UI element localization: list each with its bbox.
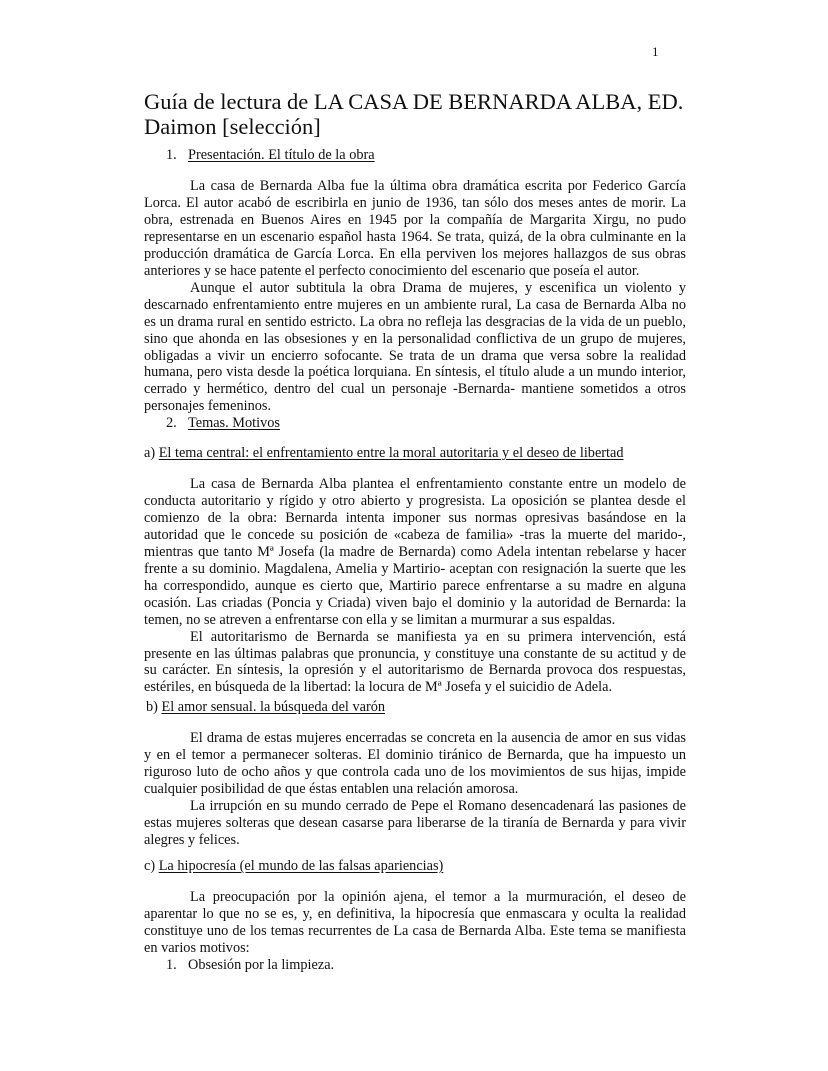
document-title: Guía de lectura de LA CASA DE BERNARDA ALBA, ED. Daimon [selección]	[144, 89, 684, 139]
list-text: Obsesión por la limpieza.	[188, 956, 335, 973]
subsection-title: El tema central: el enfrentamiento entre la moral autoritaria y el deseo de libertad	[158, 445, 624, 461]
paragraph: La preocupación por la opinión ajena, el temor a la murmuración, el deseo de aparentar lo que no se es, y, en definitiva, la hipocresía que enmascara y oculta la realidad constituye uno de los temas recurrentes de La casa de Bernarda Alba. Este tema se manifiesta en varios motivos:	[144, 889, 686, 956]
subsection-heading-b	[146, 699, 688, 716]
paragraph: Aunque el autor subtitula la obra Drama de mujeres, y escenifica un violento y descarnado enfrentamiento entre mujeres en un ambiente rural, La casa de Bernarda Alba no es un drama rural en sentido estricto. La obra no refleja las desgracias de la vida de un pueblo, sino que ahonda en las obsesiones y en la personalidad conflictiva de un grupo de mujeres, obligadas a vivir un encierro sofocante. Se trata de un drama que versa sobre la realidad humana, pero vista desde la poética lorquiana. En síntesis, el título alude a un mundo interior, cerrado y hermético, dentro del cual un personaje -Bernarda- mantiene sometidos a otros personajes femeninos.	[144, 279, 686, 415]
subsection-letter: a)	[144, 445, 156, 461]
section-number: 2.	[166, 415, 177, 431]
list-item	[144, 957, 686, 974]
subsection-a-body	[144, 476, 686, 696]
paragraph: El drama de estas mujeres encerradas se concreta en la ausencia de amor en sus vidas y en el temor a permanecer solteras. El dominio tiránico de Bernarda, que ha impuesto un riguroso luto de ocho años y que controla cada uno de los movimientos de sus hijas, impide cualquier posibilidad de que éstas entablen una relación amorosa.	[144, 730, 686, 797]
paragraph: La irrupción en su mundo cerrado de Pepe el Romano desencadenará las pasiones de estas mujeres solteras que desean casarse para liberarse de la tiranía de Bernarda y para vivir alegres y felices.	[144, 797, 686, 848]
section-title: Presentación. El título de la obra	[188, 147, 375, 163]
subsection-heading-a	[144, 445, 686, 462]
subsection-heading-c	[144, 858, 686, 875]
section-title: Temas. Motivos	[188, 415, 280, 431]
subsection-b-body	[144, 730, 686, 849]
section-heading-2	[144, 415, 686, 432]
paragraph: La casa de Bernarda Alba fue la última obra dramática escrita por Federico García Lorca. El autor acabó de escribirla en junio de 1936, tan sólo dos meses antes de morir. La obra, estrenada en Buenos Aires en 1945 por la compañía de Margarita Xirgu, no pudo representarse en un escenario español hasta 1964. Se trata, quizá, de la obra culminante en la producción dramática de García Lorca. En ella perviven los mejores hallazgos de sus obras anteriores y se hace patente el perfecto conocimiento del escenario que poseía el autor.	[144, 178, 686, 279]
paragraph: El autoritarismo de Bernarda se manifiesta ya en su primera intervención, está presente en las últimas palabras que pronuncia, y constituye una constante de su actitud y de su carácter. En síntesis, la opresión y el autoritarismo de Bernarda provoca dos respuestas, estériles, en búsqueda de la libertad: la locura de Mª Josefa y el suicidio de Adela.	[144, 628, 686, 696]
subsection-title: La hipocresía (el mundo de las falsas apariencias)	[158, 858, 444, 874]
section-number: 1.	[166, 147, 177, 163]
subsection-title: El amor sensual. la búsqueda del varón	[161, 699, 386, 715]
paragraph: La casa de Bernarda Alba plantea el enfrentamiento constante entre un modelo de conducta autoritario y rígido y otro abierto y progresista. La oposición se plantea desde el comienzo de la obra: Bernarda intenta imponer sus normas opresivas basándose en la autoridad que le concede su posición de «cabeza de familia» -tras la muerte del marido-, mientras que tanto Mª Josefa (la madre de Bernarda) como Adela intentan rebelarse y hacer frente a su dominio. Magdalena, Amelia y Martirio- aceptan con resignación la suerte que les ha correspondido, aunque es cierto que, Martirio parece enfrentarse a su madre en alguna ocasión. Las criadas (Poncia y Criada) viven bajo el dominio y la autoridad de Bernarda: la temen, no se atreven a enfrentarse con ella y se limitan a murmurar a sus espaldas.	[144, 476, 686, 628]
list-number: 1.	[166, 956, 177, 973]
page-number: 1	[652, 44, 659, 59]
subsection-c-body	[144, 889, 686, 974]
subsection-letter: b)	[146, 699, 158, 715]
section-1-body	[144, 178, 686, 415]
subsection-letter: c)	[144, 858, 156, 874]
section-heading-1	[144, 147, 686, 164]
